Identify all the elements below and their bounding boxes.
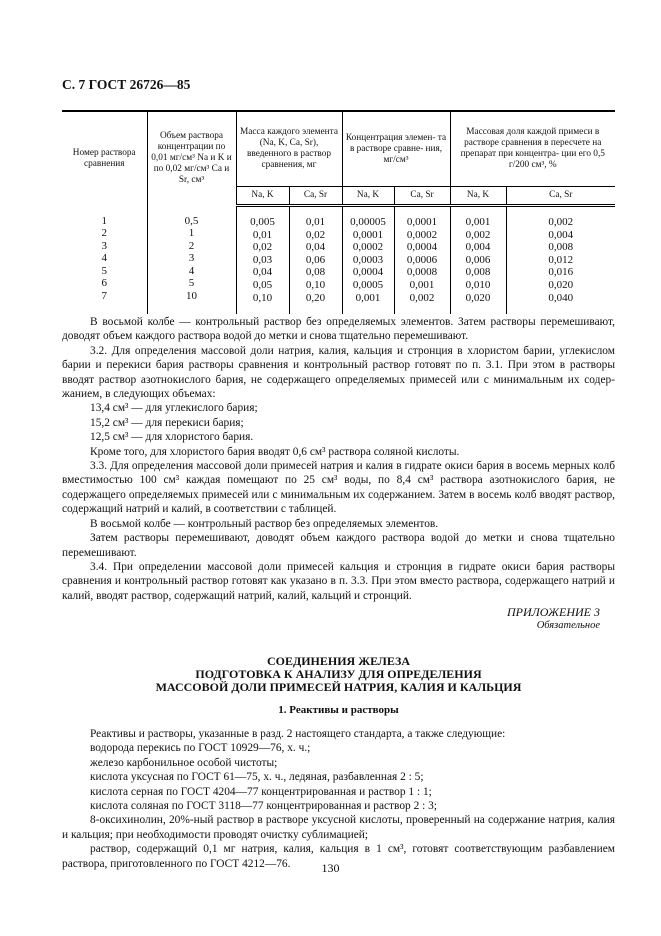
table-cell: 0,0002 <box>406 228 438 241</box>
paragraph: 15,2 см³ — для перекиси бария; <box>90 416 244 429</box>
table-cell: 0,0001 <box>352 228 384 241</box>
subheader: Ca, Sr <box>394 187 450 206</box>
table-cell: 5 <box>101 264 107 277</box>
table-cell: 0,20 <box>305 291 326 304</box>
table-cell: 3 <box>101 239 107 252</box>
table-cell: 0,01 <box>252 228 273 241</box>
title-line: ПОДГОТОВКА К АНАЛИЗУ ДЛЯ ОПРЕДЕЛЕНИЯ <box>195 667 482 681</box>
table-column-3 <box>289 206 342 315</box>
body-text <box>62 315 615 603</box>
paragraph: Затем растворы перемешивают, доводят объем каждого раствора водой до метки и снова тщательно перемешивают. <box>62 532 615 559</box>
table-cell: 3 <box>188 252 195 265</box>
subheader: Na, K <box>236 187 289 206</box>
table-cell: 0,01 <box>305 216 326 228</box>
table-cell: 0,001 <box>355 291 381 304</box>
paragraph: 13,4 см³ — для углекислого бария; <box>90 402 258 415</box>
table-cell: 2 <box>101 227 107 240</box>
table-cell: 0,04 <box>305 241 326 254</box>
table-column-6 <box>450 206 506 315</box>
table-cell: 2 <box>188 239 195 252</box>
table-cell: 0,5 <box>184 214 199 227</box>
table-cell: 0,0001 <box>406 216 438 228</box>
title-line: МАССОВОЙ ДОЛИ ПРИМЕСЕЙ НАТРИЯ, КАЛИЯ И КАЛЬЦИЯ <box>155 680 522 694</box>
table-cell: 0,0004 <box>352 266 384 279</box>
table-column-4 <box>342 206 394 315</box>
table-cell: 0,016 <box>548 266 574 279</box>
table-cell: 5 <box>188 277 195 290</box>
table-cell: 0,10 <box>305 278 326 291</box>
table-cell: 1 <box>101 214 107 227</box>
table-cell: 0,0006 <box>406 253 438 266</box>
reference-solutions-table <box>62 110 615 314</box>
header-mass: Масса каждого элемента (Na, K, Ca, Sr), введенного в раствор сравнения, мг <box>236 111 342 187</box>
subheader: Na, K <box>342 187 394 206</box>
table-cell: 0,04 <box>252 266 273 279</box>
table-cell: 0,10 <box>252 291 273 304</box>
header-solution-number: Номер раствора сравнения <box>62 111 147 206</box>
table-cell: 10 <box>186 290 197 303</box>
appendix-label <box>507 606 600 632</box>
table-cell: 1 <box>188 227 195 240</box>
page-number: 130 <box>321 861 340 875</box>
table-cell: 0,008 <box>465 266 491 279</box>
table-cell: 0,02 <box>252 241 273 254</box>
table-column-2 <box>236 206 289 315</box>
table-column-1 <box>147 206 236 315</box>
table-cell: 0,0004 <box>406 241 438 254</box>
subheader: Na, K <box>450 187 506 206</box>
reagents-list <box>62 727 615 871</box>
table-column-0 <box>62 206 147 315</box>
table-cell: 0,020 <box>465 291 491 304</box>
section-heading: 1. Реактивы и растворы <box>278 704 399 716</box>
table-cell: 0,03 <box>252 253 273 266</box>
reagent-item: кислота уксусная по ГОСТ 61—75, х. ч., ледяная, разбавленная 2 : 5; <box>90 771 424 784</box>
table-cell: 0,006 <box>465 253 491 266</box>
table-column-5 <box>394 206 450 315</box>
table-cell: 0,012 <box>548 253 574 266</box>
table-cell: 0,02 <box>305 228 326 241</box>
reagent-item: кислота серная по ГОСТ 4204—77 концентрированная и раствор 1 : 1; <box>90 785 432 798</box>
reagent-item: железо карбонильное особой чистоты; <box>90 756 278 769</box>
table-cell: 0,002 <box>409 291 435 304</box>
table-cell: 4 <box>101 252 107 265</box>
table-cell: 0,020 <box>548 278 574 291</box>
table-cell: 0,00005 <box>350 216 386 228</box>
page-header: С. 7 ГОСТ 26726—85 <box>62 77 191 92</box>
paragraph: В восьмой колбе — контрольный раствор без определяемых элементов. Затем растворы перемешивают, доводят объем каждого раствора водой до метки и снова тщательно перемешивают. <box>62 316 615 343</box>
table-cell: 0,002 <box>548 216 574 228</box>
table-cell: 0,004 <box>548 228 574 241</box>
table-body-row <box>62 206 615 315</box>
table-cell: 6 <box>101 277 107 290</box>
appendix-number: ПРИЛОЖЕНИЕ 3 <box>507 605 600 619</box>
table-cell: 0,06 <box>305 253 326 266</box>
reagent-item: кислота соляная по ГОСТ 3118—77 концентрированная и раствор 2 : 3; <box>90 800 437 813</box>
table-cell: 0,004 <box>465 241 491 254</box>
paragraph: 3.4. При определении массовой доли примесей кальция и стронция в гидрате окиси бария растворы сравнения и контрольный раствор готовят как указано в п. 3.3. При этом вместо раствора, содержащего натрий и калий, вводят раствор, содержащий натрий, калий, кальций и стронций. <box>62 560 615 602</box>
table-cell: 0,040 <box>548 291 574 304</box>
paragraph: 3.2. Для определения массовой доли натрия, калия, кальция и стронция в хлористом барии, углекислом барии и перекиси бария растворы сравнения и контрольный раствор готовят по п. 3.1. При этом в растворы вводят раствор азотнокислого бария, не содержащего определяемых примесей или с минимальным их содержанием, в следующих объемах: <box>62 344 615 401</box>
header-mass-fraction: Массовая доля каждой примеси в растворе сравнения в пересчете на препарат при концентра- ции его 0,5 г/200 см³, % <box>450 111 615 187</box>
table-cell: 0,002 <box>465 228 491 241</box>
header-volume: Объем раствора концентрации по 0,01 мг/см³ Na и K и по 0,02 мг/см³ Ca и Sr, см³ <box>147 111 236 206</box>
table-cell: 4 <box>188 264 195 277</box>
appendix-status: Обязательное <box>536 620 600 631</box>
title-line: СОЕДИНЕНИЯ ЖЕЛЕЗА <box>266 654 411 668</box>
table-cell: 0,001 <box>465 216 491 228</box>
table-column-7 <box>506 206 615 315</box>
paragraph: 12,5 см³ — для хлористого бария. <box>90 431 254 444</box>
reagent-item: Реактивы и растворы, указанные в разд. 2 настоящего стандарта, а также следующие: <box>90 728 506 740</box>
table-cell: 0,05 <box>252 278 273 291</box>
table-cell: 0,008 <box>548 241 574 254</box>
header-concentration: Концентрация элемен- та в растворе сравне- ния, мг/см³ <box>342 111 450 187</box>
paragraph: Кроме того, для хлористого бария вводят 0,6 см³ раствора соляной кислоты. <box>90 445 460 458</box>
table-cell: 0,001 <box>409 278 435 291</box>
subheader: Ca, Sr <box>506 187 615 206</box>
table-cell: 0,0005 <box>352 278 384 291</box>
table-cell: 0,0008 <box>406 266 438 279</box>
table-cell: 0,010 <box>465 278 491 291</box>
table-cell: 0,0002 <box>352 241 384 254</box>
table-cell: 7 <box>101 290 107 303</box>
table-cell: 0,005 <box>250 216 275 228</box>
table-cell: 0,0003 <box>352 253 384 266</box>
reagent-item: водорода перекись по ГОСТ 10929—76, х. ч.; <box>90 742 311 755</box>
appendix-title <box>62 655 615 694</box>
subheader: Ca, Sr <box>289 187 342 206</box>
table-cell: 0,08 <box>305 266 326 279</box>
paragraph: 3.3. Для определения массовой доли примесей натрия и калия в гидрате окиси бария в восемь мерных колб вместимостью 100 см³ каждая помещают по 25 см³ воды, по 8,4 см³ раствора азотнокислого бария, не содержащего определяемых примесей или с минимальным их содержанием. Затем в восемь колб вводят раствор, содержащий натрий и калий, в соответствии с таблицей. <box>62 460 615 516</box>
reagent-item: 8-оксихинолин, 20%-ный раствор в растворе уксусной кислоты, проверенный на содержание натрия, калия и кальция; при необходимости проводят очистку сублимацией; <box>62 814 615 841</box>
reagent-item: раствор, содержащий 0,1 мг натрия, калия, кальция в 1 см³, готовят соответствующим разбавлением раствора, приготовленного по ГОСТ 4212—76. <box>62 843 615 870</box>
paragraph: В восьмой колбе — контрольный раствор без определяемых элементов. <box>90 517 439 530</box>
